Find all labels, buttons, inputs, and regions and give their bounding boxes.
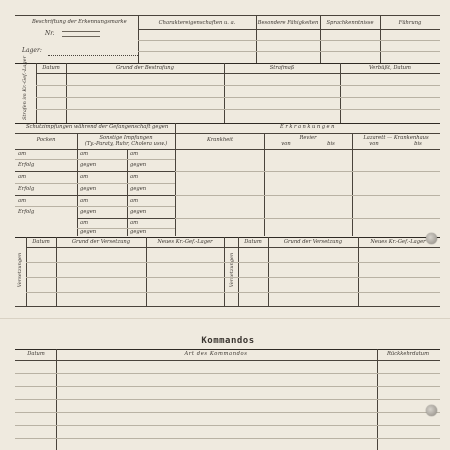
impf-row-2-b: gegen	[80, 162, 97, 168]
lager-line	[48, 55, 138, 56]
impf-right-border	[175, 123, 176, 236]
erk-lazarett-header: Lazarett — Krankenhaus	[363, 135, 429, 141]
impf-header-rule	[15, 149, 175, 150]
charakter-header: Charaktereigenschaften u. a.	[158, 20, 236, 26]
erk-revier-bis: bis	[327, 141, 335, 147]
kommandos-line-a	[15, 373, 440, 374]
faehigkeiten-header: Besondere Fähigkeiten	[257, 20, 319, 26]
erk-line-3	[175, 218, 440, 219]
paper-fold	[0, 318, 450, 319]
impf-row-5-c: am	[130, 198, 139, 204]
top-col-line-1	[138, 15, 139, 63]
impf-sonstige-header: Sonstige Impfungen	[99, 135, 153, 141]
impf-row-2-c: gegen	[130, 162, 147, 168]
strafen-strafmass-header: Strafmaß	[269, 65, 295, 71]
impf-row-1-c: am	[130, 151, 139, 157]
erk-line-2	[175, 195, 440, 196]
impf-title-rule	[15, 133, 175, 134]
top-header-rule	[138, 29, 440, 30]
top-line-a	[138, 40, 440, 41]
impf-row-2-a: Erfolg	[18, 162, 35, 168]
impf-row-1-a: am	[18, 151, 27, 157]
versetz-side-label-right: Versetzungen	[229, 252, 235, 288]
nr-field	[62, 31, 100, 37]
impf-pocken-header: Pocken	[36, 137, 56, 143]
impf-line-4	[15, 195, 175, 196]
kommandos-art-header: Art des Kommandos	[184, 351, 248, 357]
impf-row-4-c: gegen	[130, 186, 147, 192]
impf-row-4-a: Erfolg	[18, 186, 35, 192]
strafen-grund-header: Grund der Bestrafung	[116, 65, 174, 71]
strafen-line-0	[36, 63, 37, 123]
versetz-top-rule	[15, 237, 440, 238]
top-line-b	[138, 51, 440, 52]
versetz-right-datum: Datum	[244, 239, 262, 245]
impf-row-7-b: am	[80, 220, 89, 226]
versetz-left-neues: Neues Kr.-Gef.-Lager	[157, 239, 213, 245]
kommandos-title: Kommandos	[201, 336, 255, 346]
impf-title: Schutzimpfungen während der Gefangenschaft gegen	[26, 124, 169, 130]
versetz-bottom-rule	[15, 306, 440, 307]
top-col-line-3	[320, 15, 321, 63]
impf-row-3-a: am	[18, 174, 27, 180]
strafen-datum-header: Datum	[42, 65, 60, 71]
versetz-left-datum: Datum	[32, 239, 50, 245]
impf-row-8-c: gegen	[130, 229, 147, 235]
kommandos-rueckkehr-header: Rückkehrdatum	[386, 351, 430, 357]
impf-row-6-c: gegen	[130, 209, 147, 215]
impf-line-5	[15, 206, 175, 207]
kommandos-line-b	[15, 386, 440, 387]
impf-row-5-b: am	[80, 198, 89, 204]
strafen-line-c	[36, 109, 440, 110]
erk-header-rule	[175, 149, 440, 150]
versetz-line-3	[26, 292, 440, 293]
impf-row-7-c: am	[130, 220, 139, 226]
strafen-line-3	[340, 63, 341, 123]
impf-row-3-b: am	[80, 174, 89, 180]
strafen-side-label: Strafen im Kr.-Gef.-Lager	[22, 56, 28, 120]
strafen-line-2	[224, 63, 225, 123]
impf-sonstige-sub: (Ty.-Paraty, Ruhr, Cholera usw.)	[84, 141, 168, 147]
beschriftung-label: Beschriftung der Erkennungsmarke	[32, 19, 127, 25]
erk-lazarett-bis: bis	[414, 141, 422, 147]
impf-col-line-2	[127, 149, 128, 236]
impf-line-1	[15, 159, 175, 160]
erk-krankheit-header: Krankheit	[206, 137, 234, 143]
sprachen-header: Sprachkenntnisse	[326, 20, 374, 26]
impf-line-6	[77, 218, 175, 219]
punch-hole-lower	[426, 405, 437, 416]
strafen-verbuesst-header: Verbüßt, Datum	[369, 65, 411, 71]
punch-hole-upper	[426, 233, 437, 244]
kommandos-datum-header: Datum	[27, 351, 45, 357]
lager-label: Lager:	[22, 47, 42, 54]
impf-line-2	[15, 171, 175, 172]
strafen-header-rule	[36, 73, 440, 74]
erk-line-1	[175, 171, 440, 172]
impf-row-8-b: gegen	[80, 229, 97, 235]
versetz-line-2	[26, 277, 440, 278]
kommandos-header-rule	[15, 360, 440, 361]
kommandos-line-e	[15, 425, 440, 426]
impf-row-6-b: gegen	[80, 209, 97, 215]
versetz-side-label-left: Versetzungen	[17, 252, 23, 288]
versetz-header-rule	[26, 247, 440, 248]
top-col-line-4	[380, 15, 381, 63]
impf-row-5-a: am	[18, 198, 27, 204]
strafen-line-b	[36, 97, 440, 98]
versetz-right-grund: Grund der Versetzung	[283, 239, 343, 245]
versetz-left-grund: Grund der Versetzung	[71, 239, 131, 245]
versetz-line-1	[26, 262, 440, 263]
erk-title-rule	[175, 133, 440, 134]
erkrankungen-title: Erkrankungen	[280, 124, 336, 130]
impf-row-6-a: Erfolg	[18, 209, 35, 215]
erk-revier-header: Revier	[299, 135, 317, 141]
strafen-line-1	[66, 63, 67, 123]
impf-row-1-b: am	[80, 151, 89, 157]
kommandos-line-d	[15, 412, 440, 413]
nr-label: Nr.	[45, 30, 55, 37]
strafen-line-a	[36, 85, 440, 86]
strafen-top-rule	[15, 63, 440, 64]
versetz-right-neues: Neues Kr.-Gef.-Lager	[370, 239, 426, 245]
kommandos-line-f	[15, 438, 440, 439]
kommandos-line-c	[15, 399, 440, 400]
impf-line-3	[15, 183, 175, 184]
impf-row-4-b: gegen	[80, 186, 97, 192]
impf-row-3-c: am	[130, 174, 139, 180]
fuehrung-header: Führung	[398, 20, 422, 26]
erk-lazarett-von: von	[369, 141, 379, 147]
erk-revier-von: von	[281, 141, 291, 147]
top-rule	[15, 15, 440, 16]
